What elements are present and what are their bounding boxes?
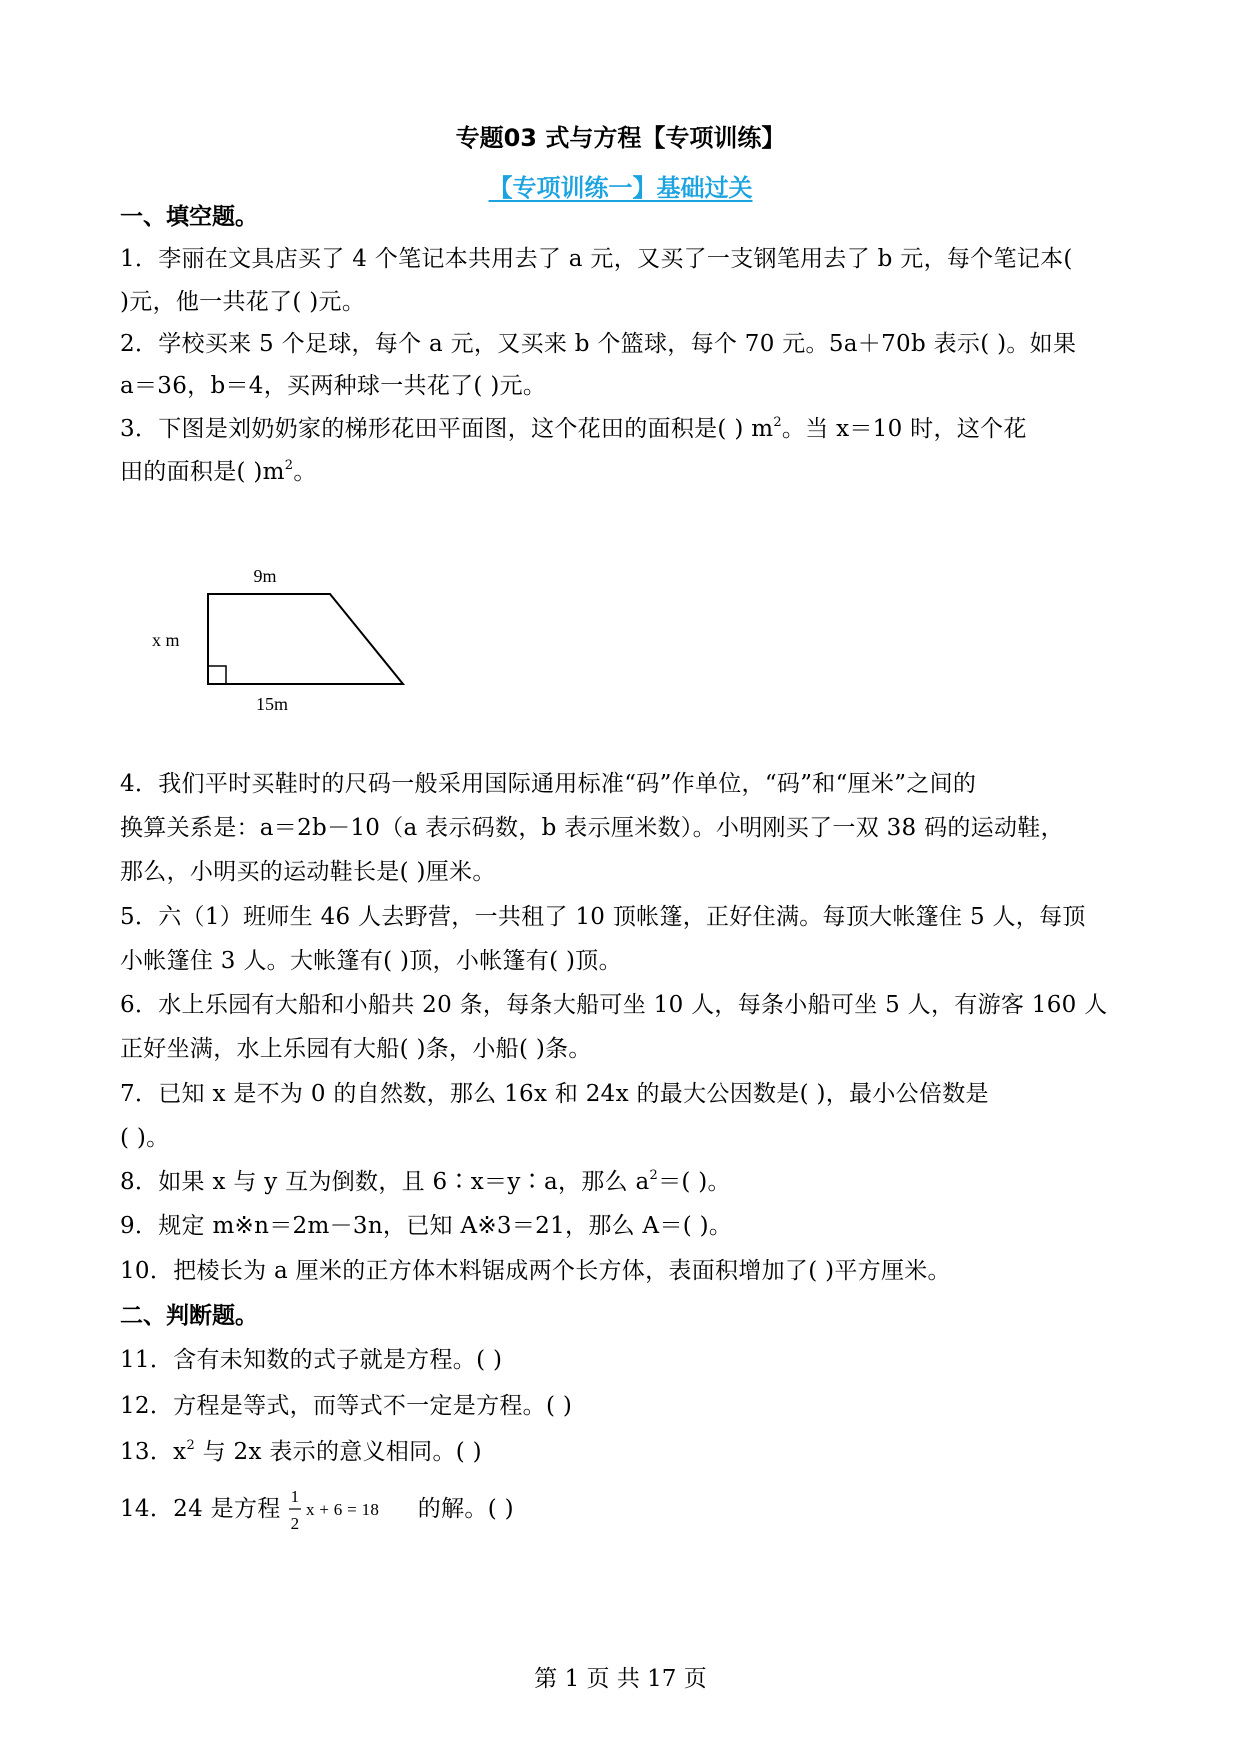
q2-line1: 2．学校买来 5 个足球，每个 a 元，又买来 b 个篮球，每个 70 元。5a＋70b 表示( )。如果: [120, 331, 1077, 357]
q7-line2: ( )。: [120, 1125, 170, 1151]
q6-line1: 6．水上乐园有大船和小船共 20 条，每条大船可坐 10 人，每条小船可坐 5 人，有游客 160 人: [120, 992, 1108, 1018]
q7-line1: 7．已知 x 是不为 0 的自然数，那么 16x 和 24x 的最大公因数是( )，最小公倍数是: [120, 1081, 989, 1107]
q8-text-a: 8．如果 x 与 y 互为倒数，且 6∶x＝y∶a，那么 a: [120, 1169, 650, 1195]
q14-line: [120, 1484, 514, 1536]
q6-line2: 正好坐满，水上乐园有大船( )条，小船( )条。: [120, 1036, 592, 1062]
q12-line: 12．方程是等式，而等式不一定是方程。( ): [120, 1393, 573, 1419]
q14-text-b: 的解。( ): [417, 1496, 514, 1522]
height-label: x m: [152, 630, 180, 650]
q1-line2: )元，他一共花了( )元。: [120, 289, 366, 315]
q3-line1-text-b: 。当 x＝10 时，这个花: [781, 416, 1027, 442]
trapezoid-diagram: [150, 560, 430, 720]
bottom-base-label: 15m: [255, 694, 289, 714]
page-title: 专题03 式与方程【专项训练】: [455, 124, 786, 152]
q3-line2: [120, 453, 317, 486]
q4-line3: 那么，小明买的运动鞋长是( )厘米。: [120, 859, 496, 885]
q14-equation: [288, 1484, 410, 1536]
section-judgement: 二、判断题。: [120, 1303, 258, 1329]
q9-line: 9．规定 m※n＝2m－3n，已知 A※3＝21，那么 A＝( )。: [120, 1213, 733, 1239]
subtitle-text[interactable]: 【专项训练一】基础过关: [488, 174, 753, 202]
q14-text-a: 14．24 是方程: [120, 1496, 281, 1522]
q1-line1: 1．李丽在文具店买了 4 个笔记本共用去了 a 元，又买了一支钢笔用去了 b 元，每个笔记本(: [120, 246, 1073, 272]
q14-equation-body: x + 6 = 18: [306, 1500, 380, 1519]
q5-line2: 小帐篷住 3 人。大帐篷有( )顶，小帐篷有( )顶。: [120, 948, 622, 974]
right-angle-marker: [208, 666, 226, 684]
q10-line: 10．把棱长为 a 厘米的正方体木料锯成两个长方体，表面积增加了( )平方厘米。: [120, 1258, 951, 1284]
q3-line2-text-a: 田的面积是( )m: [120, 459, 285, 485]
q13-superscript: 2: [186, 1438, 196, 1453]
q8-text-b: ＝( )。: [658, 1169, 731, 1195]
q3-line1-superscript: 2: [773, 415, 782, 430]
q13-text-b: 与 2x 表示的意义相同。( ): [195, 1439, 482, 1465]
q3-line2-text-b: 。: [293, 459, 317, 485]
q11-line: 11．含有未知数的式子就是方程。( ): [120, 1347, 503, 1373]
q5-line1: 5．六（1）班师生 46 人去野营，一共租了 10 顶帐篷，正好住满。每顶大帐篷住 5 人，每顶: [120, 904, 1086, 930]
section-fill-in: 一、填空题。: [120, 204, 258, 230]
q8-superscript: 2: [649, 1168, 659, 1183]
q2-line2: a＝36，b＝4，买两种球一共花了( )元。: [120, 373, 547, 399]
q14-fraction-denominator: 2: [290, 1514, 300, 1533]
top-base-label: 9m: [253, 566, 277, 586]
q14-fraction-numerator: 1: [290, 1487, 300, 1506]
trapezoid-shape: [208, 594, 403, 684]
q3-line2-superscript: 2: [284, 458, 294, 473]
q8-line: [120, 1163, 731, 1196]
q3-line1: [120, 410, 1027, 443]
q4-line2: 换算关系是：a＝2b－10（a 表示码数，b 表示厘米数）。小明刚买了一双 38 码的运动鞋，: [120, 815, 1064, 841]
q13-text-a: 13．x: [120, 1439, 187, 1465]
q4-line1: 4．我们平时买鞋时的尺码一般采用国际通用标准“码”作单位，“码”和“厘米”之间的: [120, 771, 977, 797]
q13-line: [120, 1433, 482, 1466]
page-footer: 第 1 页 共 17 页: [534, 1666, 707, 1692]
q3-line1-text-a: 3．下图是刘奶奶家的梯形花田平面图，这个花田的面积是( ) m: [120, 416, 774, 442]
